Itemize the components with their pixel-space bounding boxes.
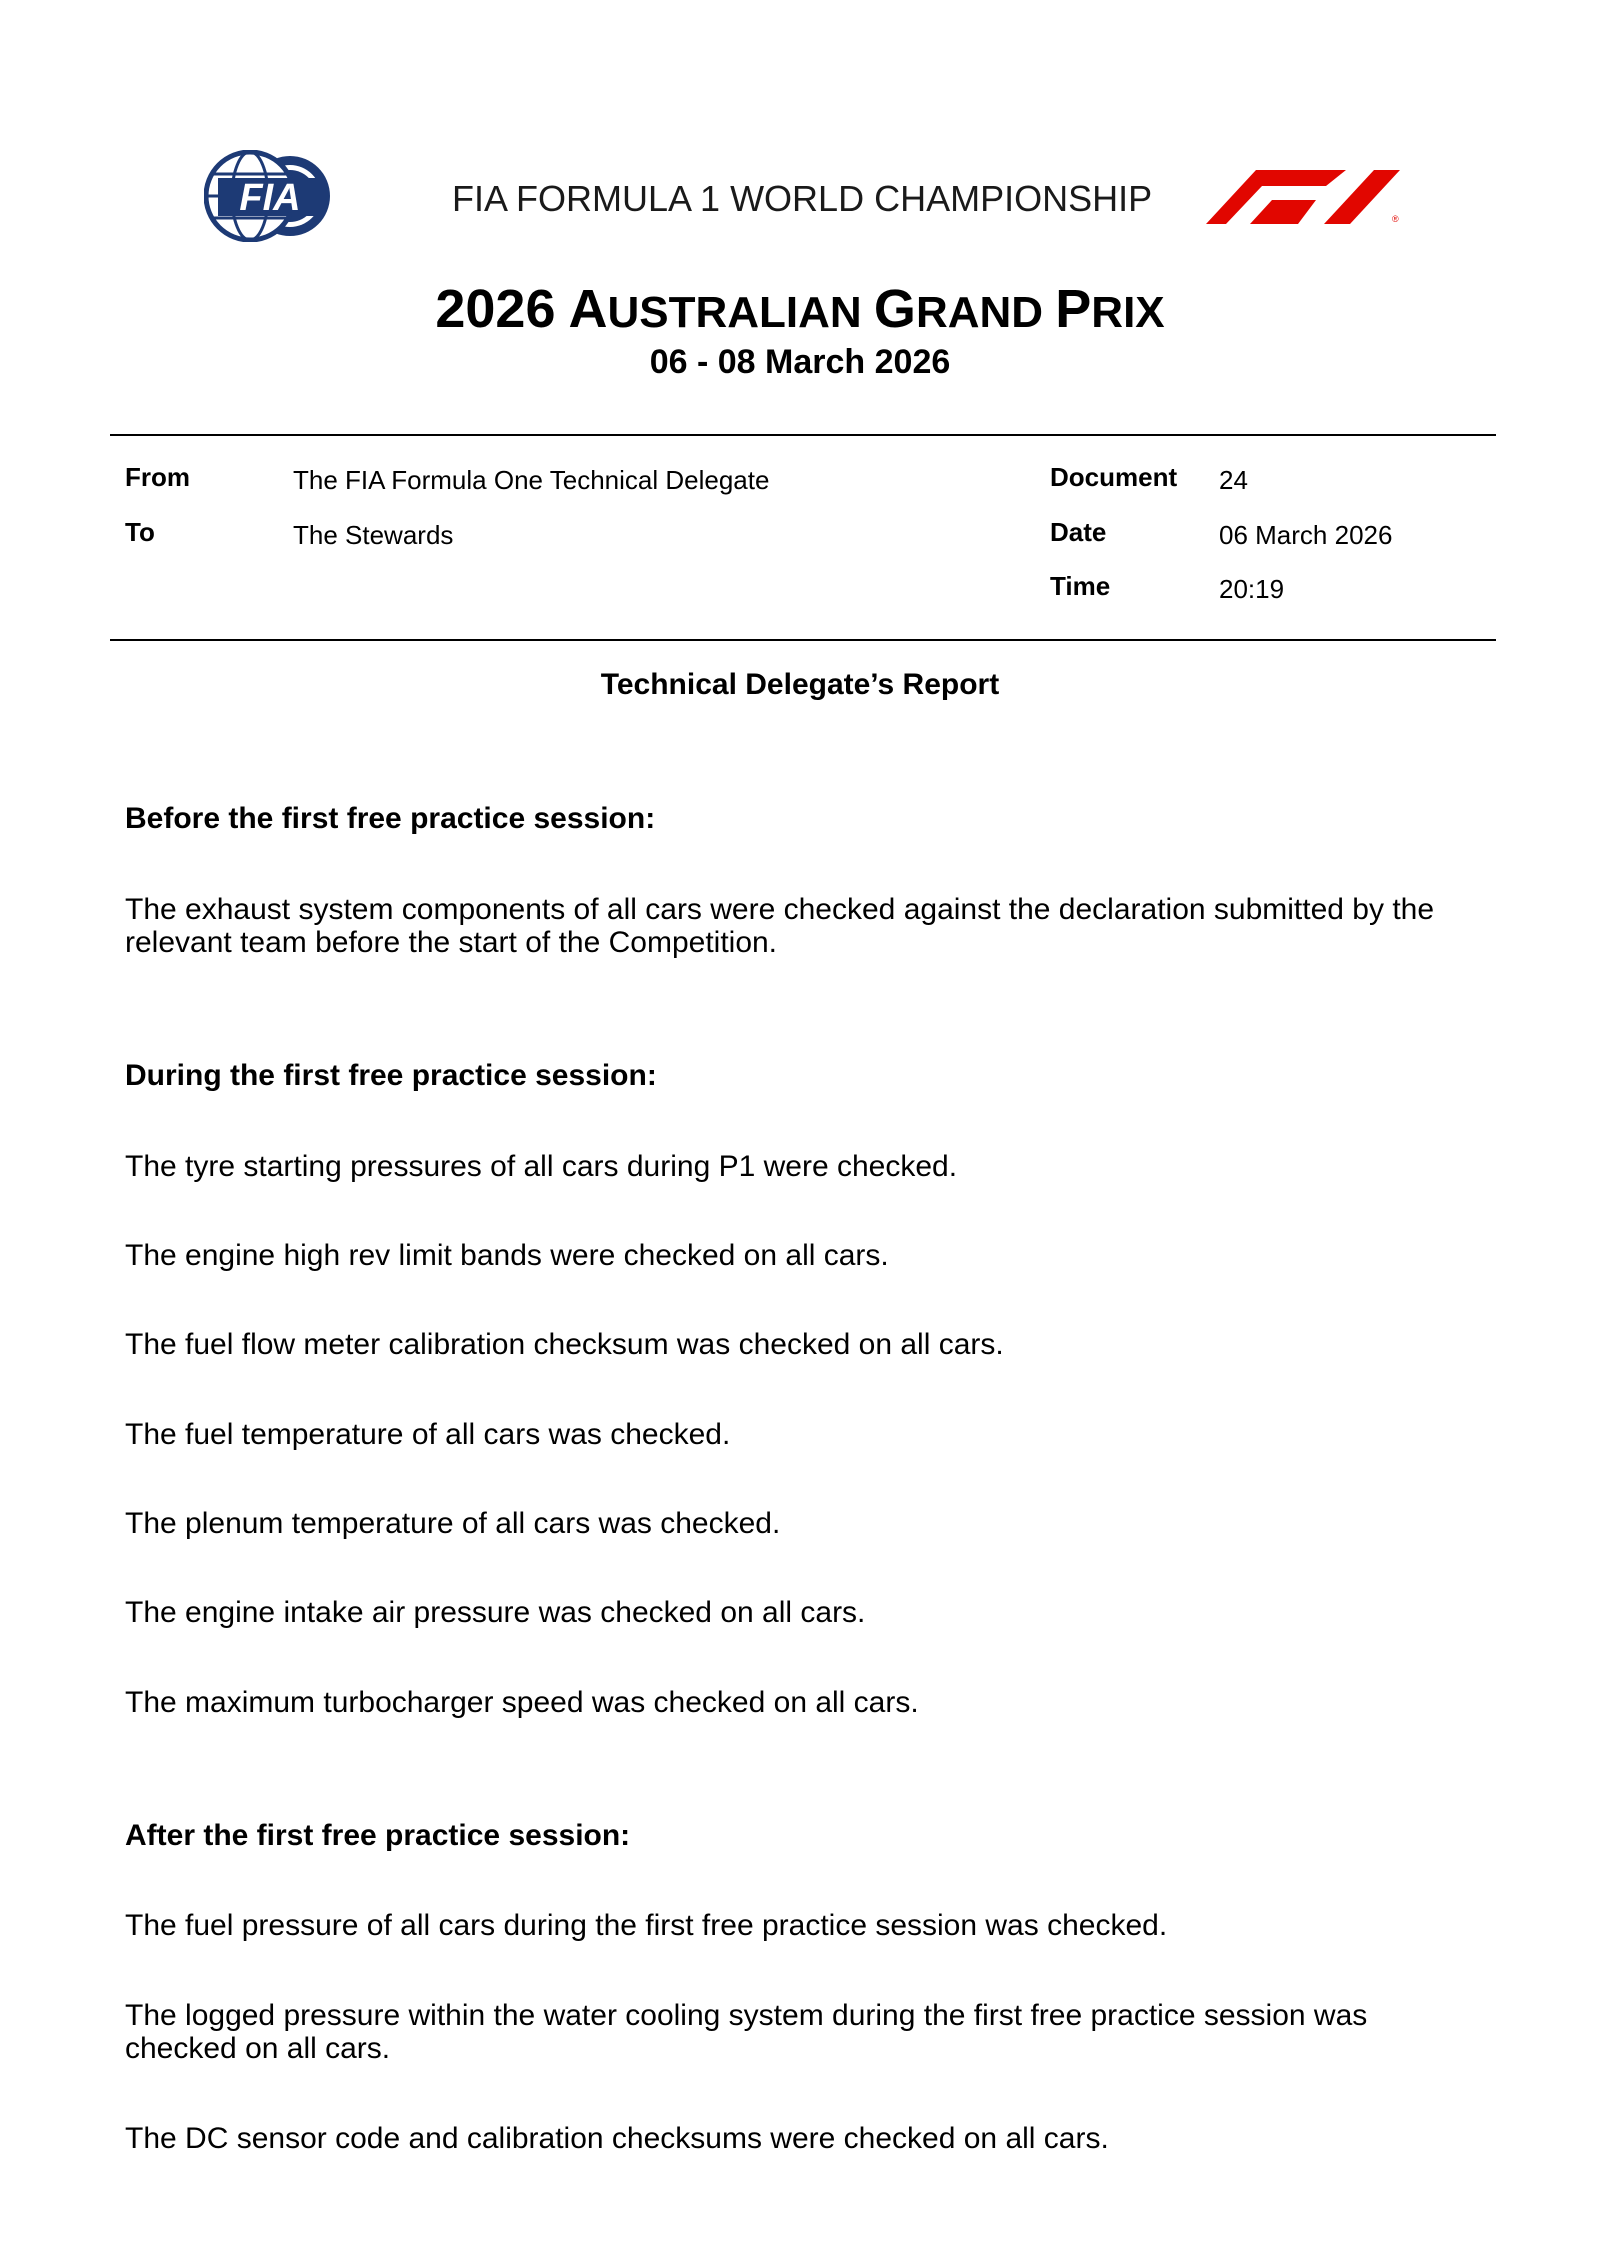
title-part: RAND: [915, 288, 1056, 337]
document-label: Document: [1050, 462, 1178, 492]
f1-logo: [1206, 170, 1400, 224]
list-item: The engine intake air pressure was checked on all cars.: [125, 1596, 866, 1629]
time-value: 20:19: [1219, 574, 1285, 604]
list-item: The plenum temperature of all cars was checked.: [125, 1507, 781, 1540]
fia-logo: [204, 150, 340, 242]
title-part: 2026: [435, 279, 569, 339]
championship-title: FIA FORMULA 1 WORLD CHAMPIONSHIP: [452, 178, 1153, 219]
title-part: P: [1055, 279, 1092, 339]
section-heading-during: During the first free practice session:: [125, 1059, 657, 1092]
list-item: The engine high rev limit bands were checked on all cars.: [125, 1239, 889, 1272]
from-label: From: [125, 462, 190, 492]
to-value: The Stewards: [293, 520, 454, 550]
report-title: Technical Delegate’s Report: [600, 668, 1000, 701]
date-value: 06 March 2026: [1219, 520, 1393, 550]
title-part: RIX: [1091, 288, 1165, 337]
title-part: G: [873, 279, 916, 339]
section-heading-before: Before the first free practice session:: [125, 802, 656, 835]
grand-prix-title: [0, 278, 1600, 340]
f1-logo-icon: [1206, 170, 1400, 224]
section-heading-after: After the first free practice session:: [125, 1819, 631, 1852]
time-label: Time: [1050, 571, 1111, 601]
fia-logo-text: FIA: [239, 177, 301, 219]
divider-bottom: [110, 639, 1496, 641]
date-label: Date: [1050, 517, 1107, 547]
document-value: 24: [1219, 465, 1248, 495]
list-item: The exhaust system components of all cars were checked against the declaration submitted by the relevant team before the start of the Competition.: [125, 893, 1435, 959]
list-item: The DC sensor code and calibration checksums were checked on all cars.: [125, 2122, 1109, 2155]
from-value: The FIA Formula One Technical Delegate: [293, 465, 770, 495]
title-part: USTRALIAN: [607, 288, 874, 337]
list-item: The fuel pressure of all cars during the first free practice session was checked.: [125, 1909, 1168, 1942]
to-label: To: [125, 517, 155, 547]
list-item: The tyre starting pressures of all cars during P1 were checked.: [125, 1150, 958, 1183]
event-dates: 06 - 08 March 2026: [649, 343, 951, 381]
title-part: A: [568, 279, 608, 339]
list-item: The logged pressure within the water cooling system during the first free practice session was checked on all cars.: [125, 1999, 1368, 2065]
list-item: The fuel temperature of all cars was checked.: [125, 1418, 731, 1451]
divider-top: [110, 434, 1496, 436]
list-item: The fuel flow meter calibration checksum was checked on all cars.: [125, 1328, 1004, 1361]
list-item: The maximum turbocharger speed was checked on all cars.: [125, 1686, 919, 1719]
svg-text:®: ®: [1392, 214, 1399, 224]
